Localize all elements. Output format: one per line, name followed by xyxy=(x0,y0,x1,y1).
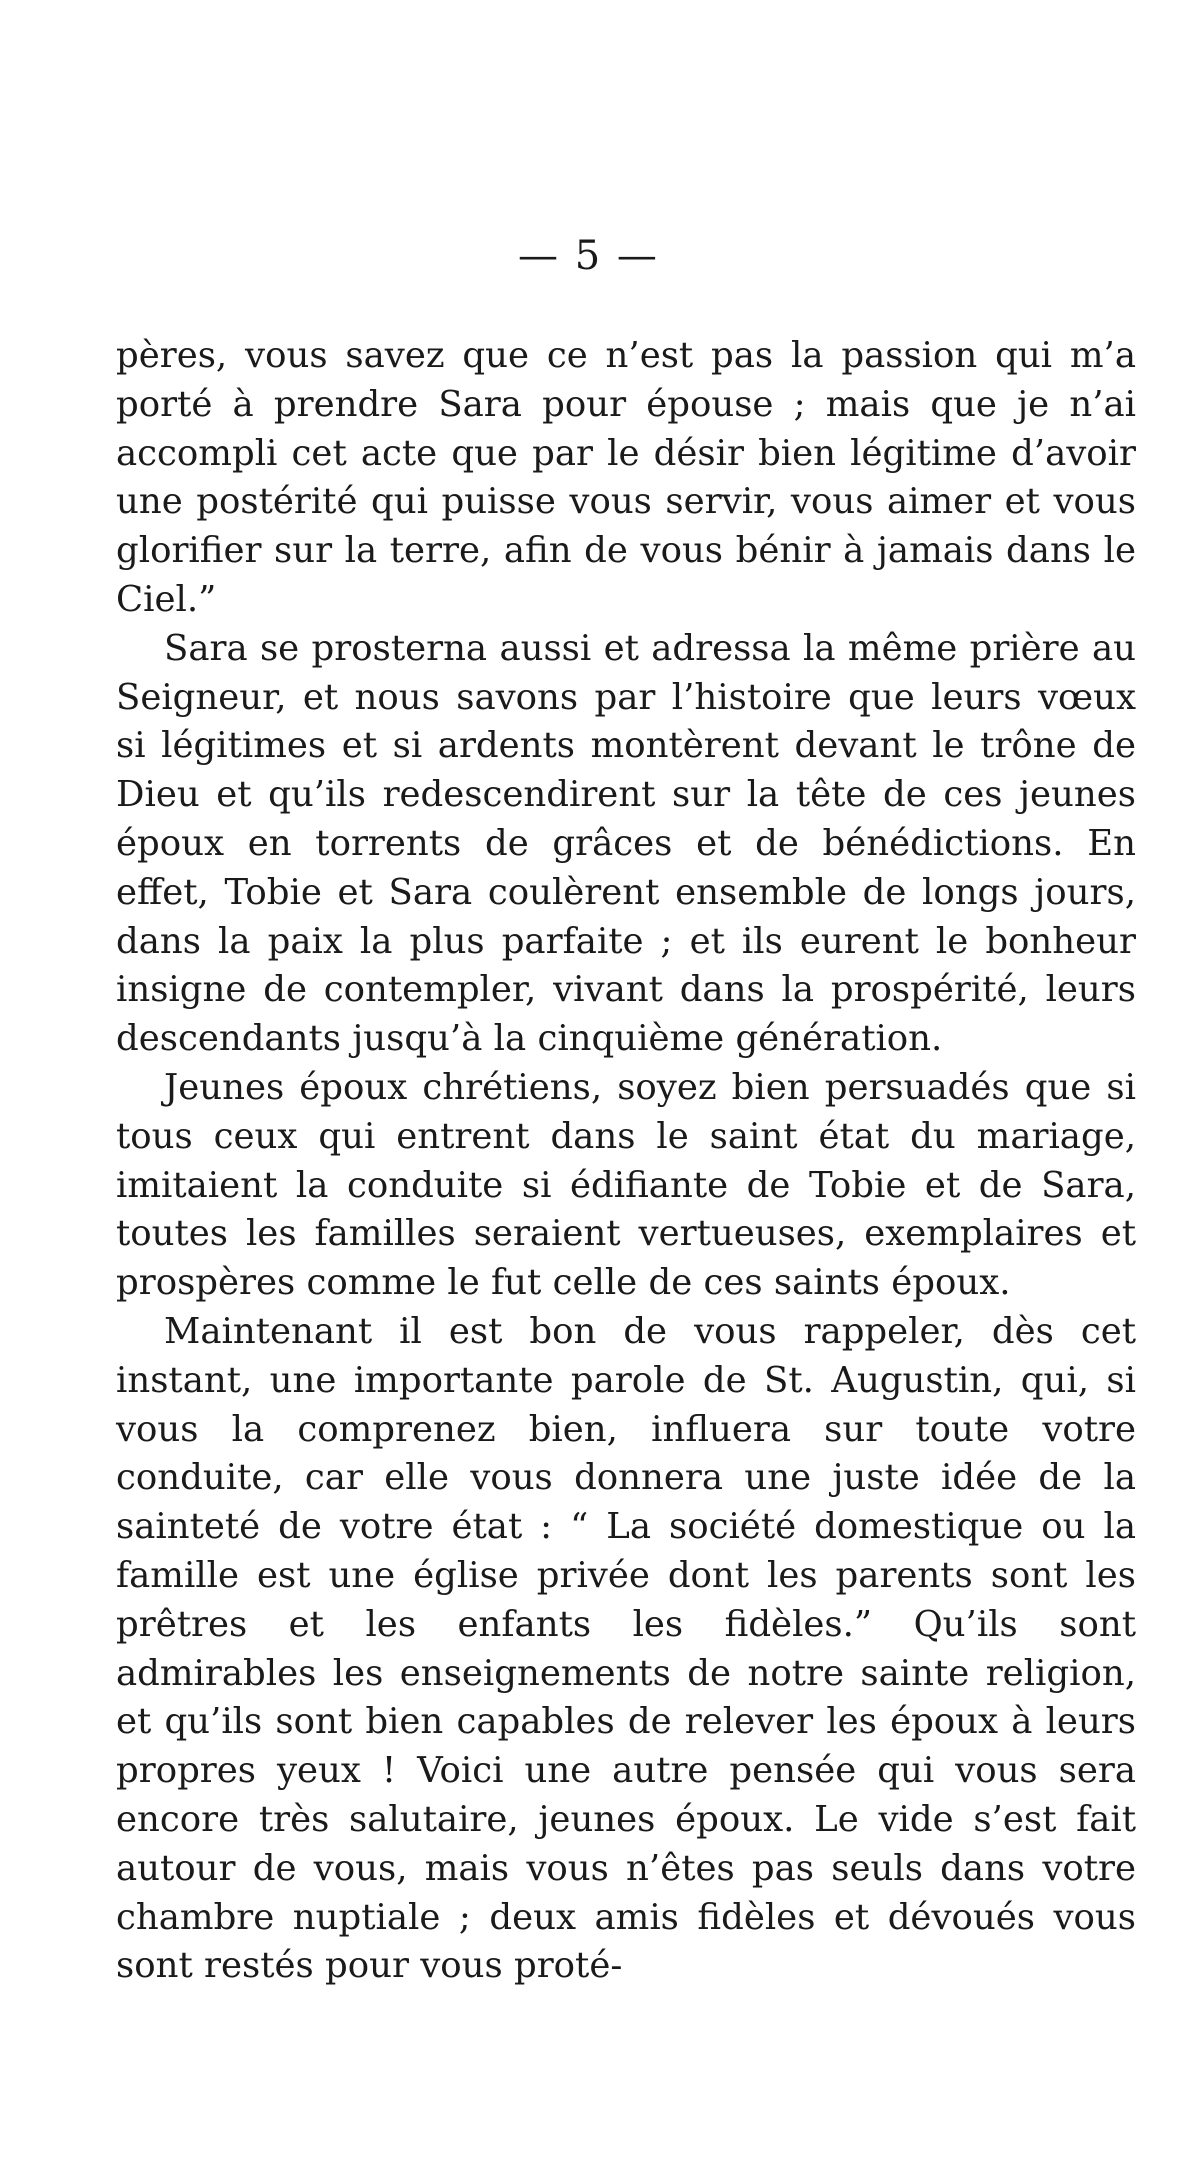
body-text xyxy=(116,332,1136,1991)
paragraph-2: Sara se prosterna aussi et adressa la même prière au Seigneur, et nous savons par l’histoire que leurs vœux si légitimes et si ardents montèrent devant le trône de Dieu et qu’ils redescendirent sur la tête de ces jeunes époux en torrents de grâces et de bénédictions. En effet, Tobie et Sara coulèrent ensemble de longs jours, dans la paix la plus parfaite ; et ils eurent le bonheur insigne de contempler, vivant dans la prospérité, leurs descendants jusqu’à la cinquième génération. xyxy=(116,627,1136,1060)
page-number: — 5 — xyxy=(518,233,659,279)
paragraph-3: Jeunes époux chrétiens, soyez bien persuadés que si tous ceux qui entrent dans le saint état du mariage, imitaient la conduite si édifiante de Tobie et de Sara, toutes les familles seraient vertueuses, exemplaires et prospères comme le fut celle de ces saints époux. xyxy=(116,1066,1136,1304)
paragraph-4: Maintenant il est bon de vous rappeler, dès cet instant, une importante parole de St. Augustin, qui, si vous la comprenez bien, influera sur toute votre conduite, car elle vous donnera une juste idée de la sainteté de votre état : “ La société domestique ou la famille est une église privée dont les parents sont les prêtres et les enfants les fidèles.” Qu’ils sont admirables les enseignements de notre sainte religion, et qu’ils sont bien capables de relever les époux à leurs propres yeux ! Voici une autre pensée qui vous sera encore très salutaire, jeunes époux. Le vide s’est fait autour de vous, mais vous n’êtes pas seuls dans votre chambre nuptiale ; deux amis fidèles et dévoués vous sont restés pour vous proté- xyxy=(116,1310,1136,1987)
paragraph-1: pères, vous savez que ce n’est pas la passion qui m’a porté à prendre Sara pour épouse ; mais que je n’ai accompli cet acte que par le désir bien légitime d’avoir une postérité qui puisse vous servir, vous aimer et vous glorifier sur la terre, afin de vous bénir à jamais dans le Ciel.” xyxy=(116,335,1136,620)
